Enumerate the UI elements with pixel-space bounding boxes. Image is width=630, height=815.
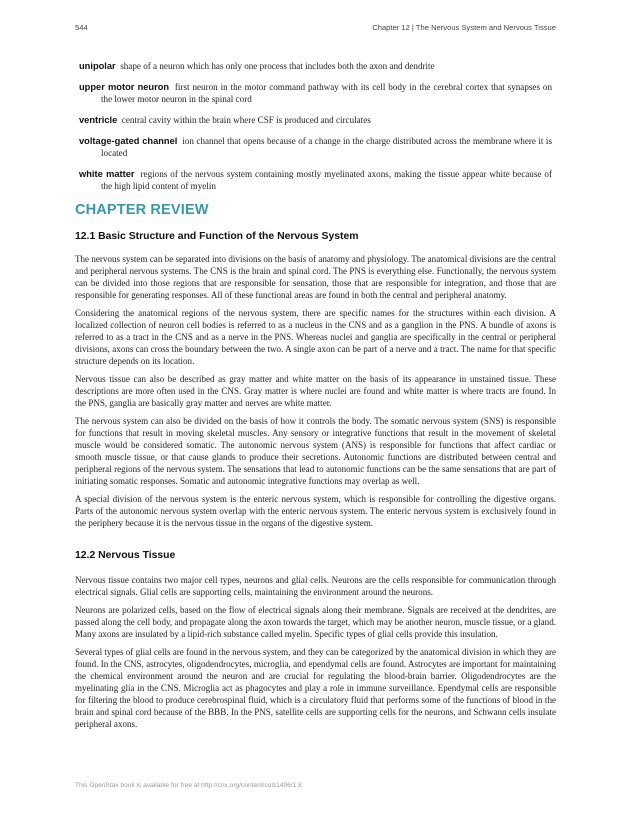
glossary-definition: ion channel that opens because of a change in the charge distributed across the membrane where it is located xyxy=(101,136,552,158)
section-heading: 12.2 Nervous Tissue xyxy=(75,550,176,561)
paragraph: The nervous system can be separated into divisions on the basis of anatomy and physiology. The anatomical divisions are the central and peripheral nervous systems. The CNS is the brain and spinal cord. The PNS is everything else. Functionally, the nervous system can be divided into those regions that are responsible for sensation, those that are responsible for integration, and those that are responsible for generating responses. All of these functional areas are found in both the central and peripheral anatomy. xyxy=(75,254,556,300)
page-footer: This OpenStax book is available for free at http://cnx.org/content/col11496/1.8 xyxy=(75,782,302,789)
chapter-review-heading: CHAPTER REVIEW xyxy=(75,202,209,218)
paragraph: Several types of glial cells are found in the nervous system, and they can be categorized by the anatomical division in which they are found. In the CNS, astrocytes, oligodendrocytes, microglia, and ependymal cells are found. Astrocytes are important for maintaining the chemical environment around the neuron and are crucial for regulating the blood-brain barrier. Oligodendrocytes are the myelinating glia in the CNS. Microglia act as phagocytes and play a role in immune surveillance. Ependymal cells are responsible for filtering the blood to produce cerebrospinal fluid, which is a circulatory fluid that performs some of the functions of blood in the brain and spinal cord because of the BBB. In the PNS, satellite cells are supporting cells for the neurons, and Schwann cells insulate peripheral axons. xyxy=(75,647,556,729)
section-body xyxy=(75,253,556,535)
glossary-term: upper motor neuron xyxy=(79,82,170,92)
glossary-definition: regions of the nervous system containing mostly myelinated axons, making the tissue appear white because of the high lipid content of myelin xyxy=(101,169,552,191)
paragraph: The nervous system can also be divided on the basis of how it controls the body. The somatic nervous system (SNS) is responsible for functions that result in moving skeletal muscles. Any sensory or integrative functions that result in the movement of skeletal muscle would be considered somatic. The autonomic nervous system (ANS) is responsible for functions that affect cardiac or smooth muscle tissue, or that cause glands to produce their secretions. Autonomic functions are distributed between central and peripheral regions of the nervous system. The sensations that lead to autonomic functions can be the same sensations that are part of initiating somatic responses. Somatic and autonomic integrative functions may overlap as well. xyxy=(75,416,556,486)
paragraph: Nervous tissue can also be described as gray matter and white matter on the basis of its appearance in unstained tissue. These descriptions are more often used in the CNS. Gray matter is where nuclei are found and white matter is where tracts are found. In the PNS, ganglia are basically gray matter and nerves are white matter. xyxy=(75,374,556,408)
glossary-entry xyxy=(79,60,552,72)
running-header xyxy=(75,23,556,32)
paragraph: A special division of the nervous system is the enteric nervous system, which is responsible for controlling the digestive organs. Parts of the autonomic nervous system overlap with the enteric nervous system. The enteric nervous system is exclusively found in the periphery because it is the nervous tissue in the organs of the digestive system. xyxy=(75,494,556,528)
paragraph: Nervous tissue contains two major cell types, neurons and glial cells. Neurons are the cells responsible for communication through electrical signals. Glial cells are supporting cells, maintaining the environment around the neurons. xyxy=(75,575,556,597)
glossary-term: voltage-gated channel xyxy=(79,136,178,146)
glossary-entry xyxy=(79,135,552,159)
running-title: Chapter 12 | The Nervous System and Nervous Tissue xyxy=(372,23,556,32)
section-heading: 12.1 Basic Structure and Function of the Nervous System xyxy=(75,231,359,242)
glossary-term: ventricle xyxy=(79,115,118,125)
glossary-entry xyxy=(79,168,552,192)
glossary-term: unipolar xyxy=(79,61,116,71)
glossary-list xyxy=(79,60,552,201)
glossary-entry xyxy=(79,114,552,126)
glossary-definition: central cavity within the brain where CSF is produced and circulates xyxy=(121,115,371,125)
section-body xyxy=(75,574,556,736)
glossary-entry xyxy=(79,81,552,105)
paragraph: Considering the anatomical regions of the nervous system, there are specific names for the structures within each division. A localized collection of neuron cell bodies is referred to as a nucleus in the CNS and as a ganglion in the PNS. A bundle of axons is referred to as a tract in the CNS and as a nerve in the PNS. Whereas nuclei and ganglia are specifically in the central or peripheral divisions, axons can cross the boundary between the two. A single axon can be part of a nerve and a tract. The name for that specific structure depends on its location. xyxy=(75,308,556,366)
page-number: 544 xyxy=(75,23,88,32)
glossary-definition: first neuron in the motor command pathway with its cell body in the cerebral cortex that synapses on the lower motor neuron in the spinal cord xyxy=(101,82,553,104)
glossary-definition: shape of a neuron which has only one process that includes both the axon and dendrite xyxy=(120,61,435,71)
paragraph: Neurons are polarized cells, based on the flow of electrical signals along their membrane. Signals are received at the dendrites, are passed along the cell body, and propagate along the axon towards the target, which may be another neuron, muscle tissue, or a gland. Many axons are insulated by a lipid-rich substance called myelin. Specific types of glial cells provide this insulation. xyxy=(75,605,556,639)
glossary-term: white matter xyxy=(79,169,135,179)
